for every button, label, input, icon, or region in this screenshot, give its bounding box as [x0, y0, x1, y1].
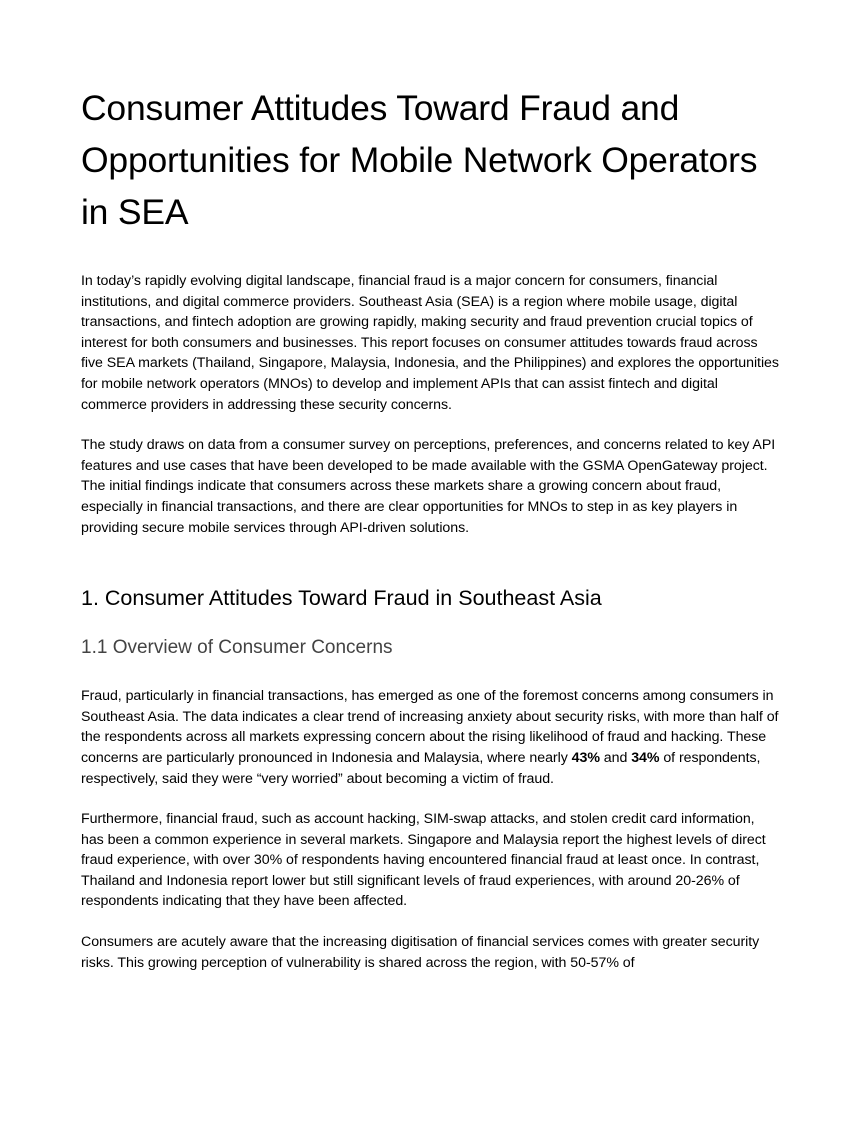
- stat-malaysia: 34%: [631, 749, 660, 766]
- intro-paragraph-1: In today’s rapidly evolving digital landscape, financial fraud is a major concern for consumers, financial institutions, and digital commerce providers. Southeast Asia (SEA) is a region where mobile usage, digital transactions, and fintech adoption are growing rapidly, making security and fraud prevention crucial topics of interest for both consumers and businesses. This report focuses on consumer attitudes towards fraud across five SEA markets (Thailand, Singapore, Malaysia, Indonesia, and the Philippines) and explores the opportunities for mobile network operators (MNOs) to develop and implement APIs that can assist fintech and digital commerce providers in addressing these security concerns.: [81, 273, 779, 413]
- stat-indonesia: 43%: [571, 749, 600, 766]
- paragraph-text: of respondents, respectively, said they were “very worried” about becoming a victim of fraud.: [81, 749, 761, 787]
- body-paragraph-2: Furthermore, financial fraud, such as account hacking, SIM-swap attacks, and stolen credit card information, has been a common experience in several markets. Singapore and Malaysia report the highest levels of direct fraud experience, with over 30% of respondents having encountered financial fraud at least once. In contrast, Thailand and Indonesia report lower but still significant levels of fraud experiences, with around 20-26% of respondents indicating that they have been affected.: [81, 811, 766, 910]
- body-paragraph-3: Consumers are acutely aware that the increasing digitisation of financial services comes with greater security risks. This growing perception of vulnerability is shared across the region, with 50-57% of: [81, 934, 760, 971]
- section-heading: 1. Consumer Attitudes Toward Fraud in Southeast Asia: [81, 586, 602, 611]
- paragraph-text: Fraud, particularly in financial transactions, has emerged as one of the foremost concerns among consumers in Southeast Asia. The data indicates a clear trend of increasing anxiety about security risks, with more than half of the respondents across all markets expressing concern about the rising likelihood of fraud and hacking. These concerns are particularly pronounced in Indonesia and Malaysia, where nearly: [81, 688, 779, 766]
- subsection-heading: 1.1 Overview of Consumer Concerns: [81, 637, 393, 659]
- body-paragraph-1: [81, 686, 781, 789]
- document-page: [81, 82, 781, 973]
- paragraph-text: and: [599, 749, 632, 766]
- intro-paragraph-2: The study draws on data from a consumer survey on perceptions, preferences, and concerns related to key API features and use cases that have been developed to be made available with the GSMA OpenGateway project. The initial findings indicate that consumers across these markets share a growing concern about fraud, especially in financial transactions, and there are clear opportunities for MNOs to step in as key players in providing secure mobile services through API-driven solutions.: [81, 437, 776, 536]
- document-title: Consumer Attitudes Toward Fraud and Opportunities for Mobile Network Operators in SEA: [81, 88, 758, 232]
